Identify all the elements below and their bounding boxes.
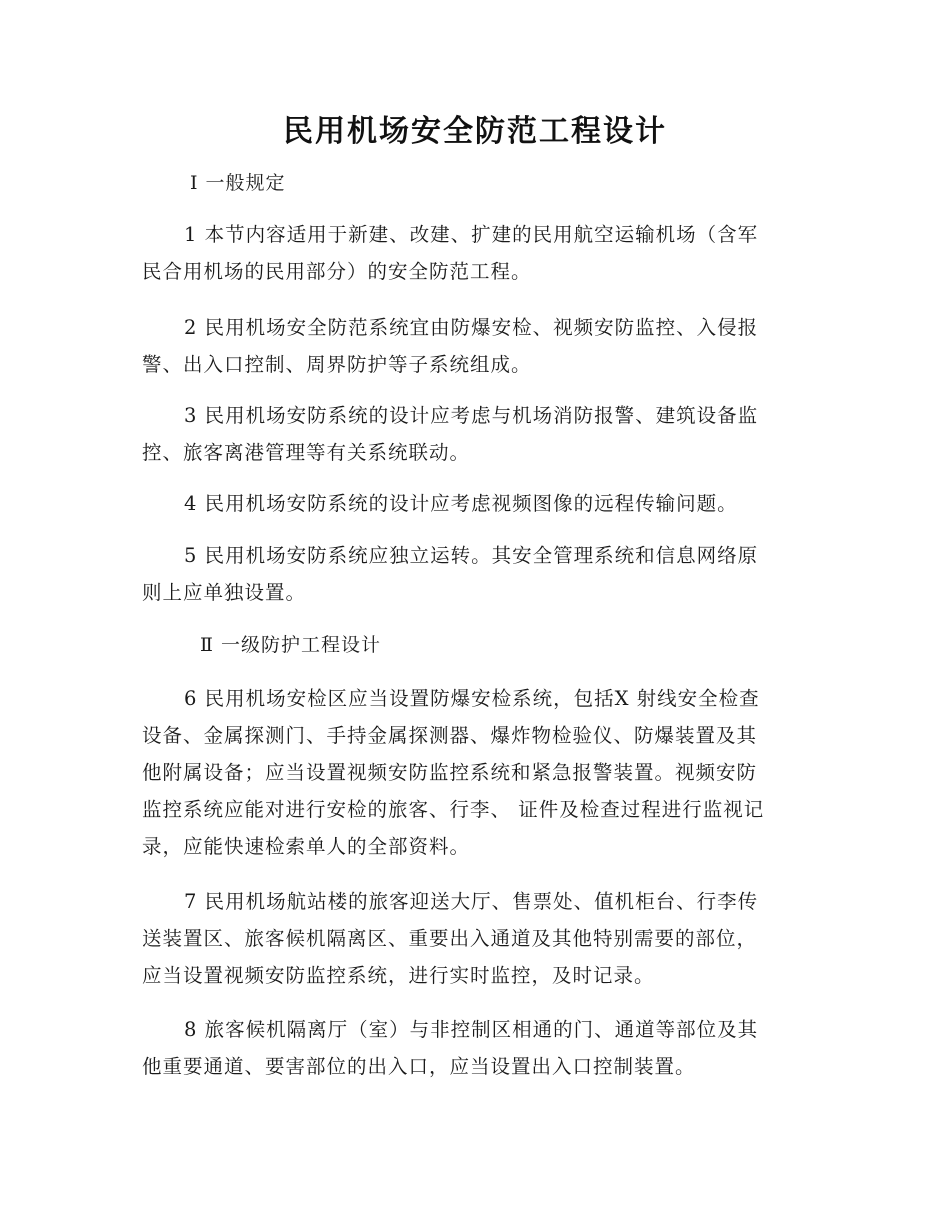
paragraph-line: 送装置区、旅客候机隔离区、重要出入通道及其他特别需要的部位， bbox=[142, 927, 758, 950]
paragraph-line: 4 民用机场安防系统的设计应考虑视频图像的远程传输问题。 bbox=[184, 492, 738, 515]
paragraph-line: 5 民用机场安防系统应独立运转。其安全管理系统和信息网络原 bbox=[184, 544, 759, 567]
paragraph-line: 2 民用机场安全防范系统宜由防爆安检、视频安防监控、入侵报 bbox=[184, 316, 759, 339]
document-title: 民用机场安全防范工程设计 bbox=[283, 114, 667, 149]
paragraph-7 bbox=[142, 883, 812, 994]
paragraph-line: 录，应能快速检索单人的全部资料。 bbox=[142, 835, 471, 858]
paragraph-line: 8 旅客候机隔离厅（室）与非控制区相通的门、通道等部位及其 bbox=[184, 1018, 759, 1041]
paragraph-line: 他附属设备；应当设置视频安防监控系统和紧急报警装置。视频安防 bbox=[142, 761, 758, 784]
paragraph-1 bbox=[142, 216, 812, 290]
section-heading-general: Ⅰ 一般规定 bbox=[190, 172, 286, 194]
paragraph-5 bbox=[142, 537, 812, 611]
paragraph-line: 6 民用机场安检区应当设置防爆安检系统，包括X 射线安全检查 bbox=[184, 687, 760, 710]
paragraph-line: 设备、金属探测门、手持金属探测器、爆炸物检验仪、防爆装置及其 bbox=[142, 724, 758, 747]
paragraph-line: 民合用机场的民用部分）的安全防范工程。 bbox=[142, 260, 532, 283]
paragraph-line: 控、旅客离港管理等有关系统联动。 bbox=[142, 441, 471, 464]
paragraph-line: 3 民用机场安防系统的设计应考虑与机场消防报警、建筑设备监 bbox=[184, 404, 759, 427]
paragraph-4 bbox=[142, 485, 812, 522]
paragraph-8 bbox=[142, 1011, 812, 1085]
section-heading-level1-protection: Ⅱ 一级防护工程设计 bbox=[200, 634, 381, 656]
paragraph-line: 应当设置视频安防监控系统，进行实时监控，及时记录。 bbox=[142, 964, 655, 987]
paragraph-6 bbox=[142, 680, 812, 865]
paragraph-line: 监控系统应能对进行安检的旅客、行李、 证件及检查过程进行监视记 bbox=[142, 798, 765, 821]
paragraph-line: 1 本节内容适用于新建、改建、扩建的民用航空运输机场（含军 bbox=[184, 223, 759, 246]
paragraph-line: 则上应单独设置。 bbox=[142, 581, 307, 604]
paragraph-line: 7 民用机场航站楼的旅客迎送大厅、售票处、值机柜台、行李传 bbox=[184, 890, 759, 913]
paragraph-3 bbox=[142, 397, 812, 471]
paragraph-2 bbox=[142, 309, 812, 383]
paragraph-line: 他重要通道、要害部位的出入口，应当设置出入口控制装置。 bbox=[142, 1055, 696, 1078]
paragraph-line: 警、出入口控制、周界防护等子系统组成。 bbox=[142, 353, 532, 376]
